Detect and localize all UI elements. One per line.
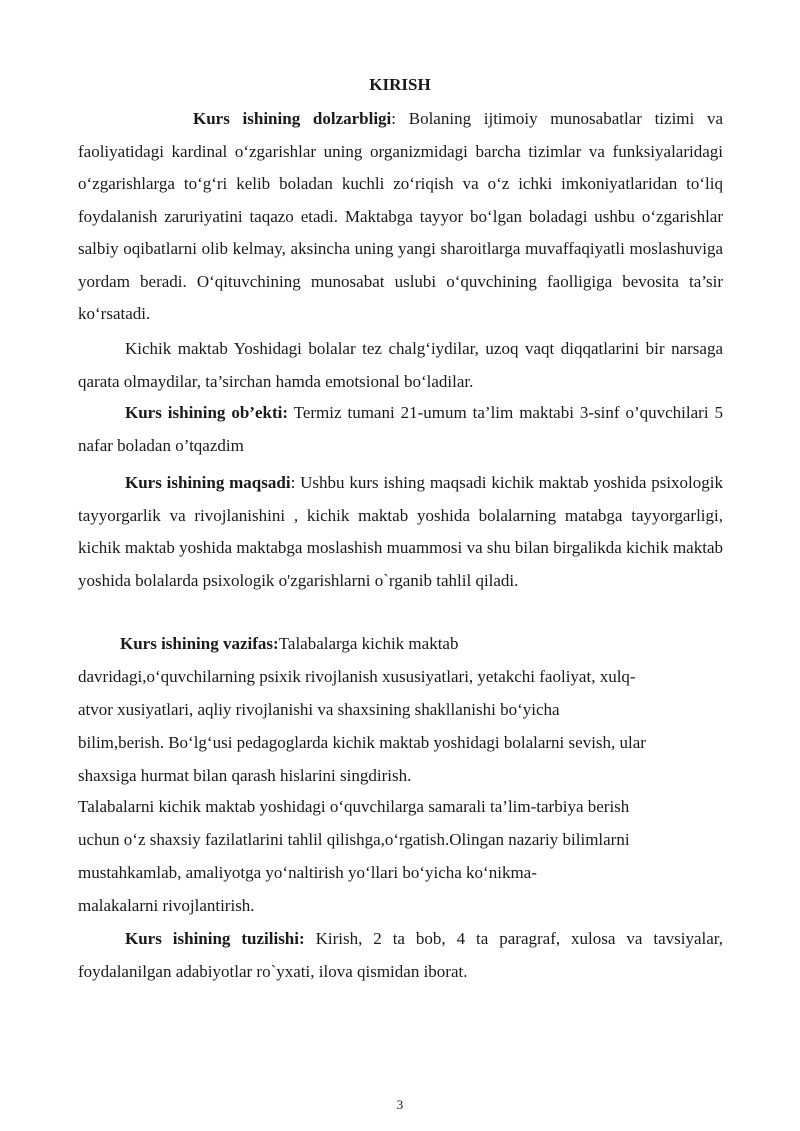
tasks-line: atvor xusiyatlari, aqliy rivojlanishi va shaxsining shakllanishi bo‘yicha <box>78 700 560 719</box>
relevance-text: Bolaning ijtimoiy munosabatlar tizimi va faoliyatidagi kardinal o‘zgarishlar uning organizmidagi barcha tizimlar va funksiyalaridagi o‘zgarishlarga to‘g‘ri kelib boladan kuchli zo‘riqish va o‘z ichki imkoniyatlaridan to‘liq foydalanish zaruriyatini taqazo etadi. Maktabga tayyor bo‘lgan boladagi ushbu o‘zgarishlar salbiy oqibatlarni olib kelmay, aksincha uning yangi sharoitlarga muvaffaqiyatli moslashuviga yordam beradi. O‘qituvchining munosabat uslubi o‘quvchining faolligiga bevosita ta’sir ko‘rsatadi. <box>78 109 723 323</box>
goal-label: Kurs ishining maqsadi <box>125 473 291 492</box>
tasks-line: uchun o‘z shaxsiy fazilatlarini tahlil qilishga,o‘rgatish.Olingan nazariy bilimlarni <box>78 830 630 849</box>
relevance-separator: : <box>391 109 409 128</box>
object-paragraph <box>78 397 723 462</box>
tasks-label: Kurs ishining vazifas: <box>120 634 279 653</box>
goal-text: Ushbu kurs ishing maqsadi kichik maktab yoshida psixologik tayyorgarlik va rivojlanishini , kichik maktab yoshida bolalarning matabga tayyorgarligi, kichik maktab yoshida maktabga moslashish muammosi va shu bilan birgalikda kichik maktab yoshida bolalarda psixologik o'zgarishlarni o`rganib tahlil qiladi. <box>78 473 723 590</box>
structure-text: Kirish, 2 ta bob, 4 ta paragraf, xulosa va tavsiyalar, foydalanilgan adabiyotlar ro`yxati, ilova qismidan iborat. <box>78 929 723 981</box>
tasks-line: shaxsiga hurmat bilan qarash hislarini singdirish. <box>78 766 412 785</box>
object-text: Termiz tumani 21-umum ta’lim maktabi 3-sinf o’quvchilari 5 nafar boladan o’tqazdim <box>78 403 723 455</box>
relevance-paragraph <box>78 103 723 331</box>
structure-label: Kurs ishining tuzilishi: <box>125 929 305 948</box>
goal-paragraph <box>78 467 723 597</box>
tasks-line: bilim,berish. Bo‘lg‘usi pedagoglarda kichik maktab yoshidagi bolalarni sevish, ular <box>78 733 646 752</box>
tasks-line: davridagi,o‘quvchilarning psixik rivojlanish xususiyatlari, yetakchi faoliyat, xulq- <box>78 667 636 686</box>
tasks-line <box>120 628 765 661</box>
structure-paragraph <box>78 923 723 988</box>
object-label: Kurs ishining ob’ekti: <box>125 403 289 422</box>
tasks-line: malakalarni rivojlantirish. <box>78 896 255 915</box>
page-number: 3 <box>396 1097 404 1112</box>
tasks-line: mustahkamlab, amaliyotga yo‘naltirish yo‘llari bo‘yicha ko‘nikma- <box>78 863 537 882</box>
tasks-line: Talabalarni kichik maktab yoshidagi o‘quvchilarga samarali ta’lim-tarbiya berish <box>78 797 630 816</box>
age-text: Kichik maktab Yoshidagi bolalar tez chalg‘iydilar, uzoq vaqt diqqatlarini bir narsaga qarata olmaydilar, ta’sirchan hamda emotsional bo‘ladilar. <box>78 339 723 391</box>
relevance-label: Kurs ishining dolzarbligi <box>193 109 392 128</box>
page-title: KIRISH <box>369 75 431 94</box>
age-paragraph <box>78 333 723 398</box>
goal-separator: : <box>290 473 301 492</box>
tasks-line-text: Talabalarga kichik maktab <box>278 634 459 653</box>
